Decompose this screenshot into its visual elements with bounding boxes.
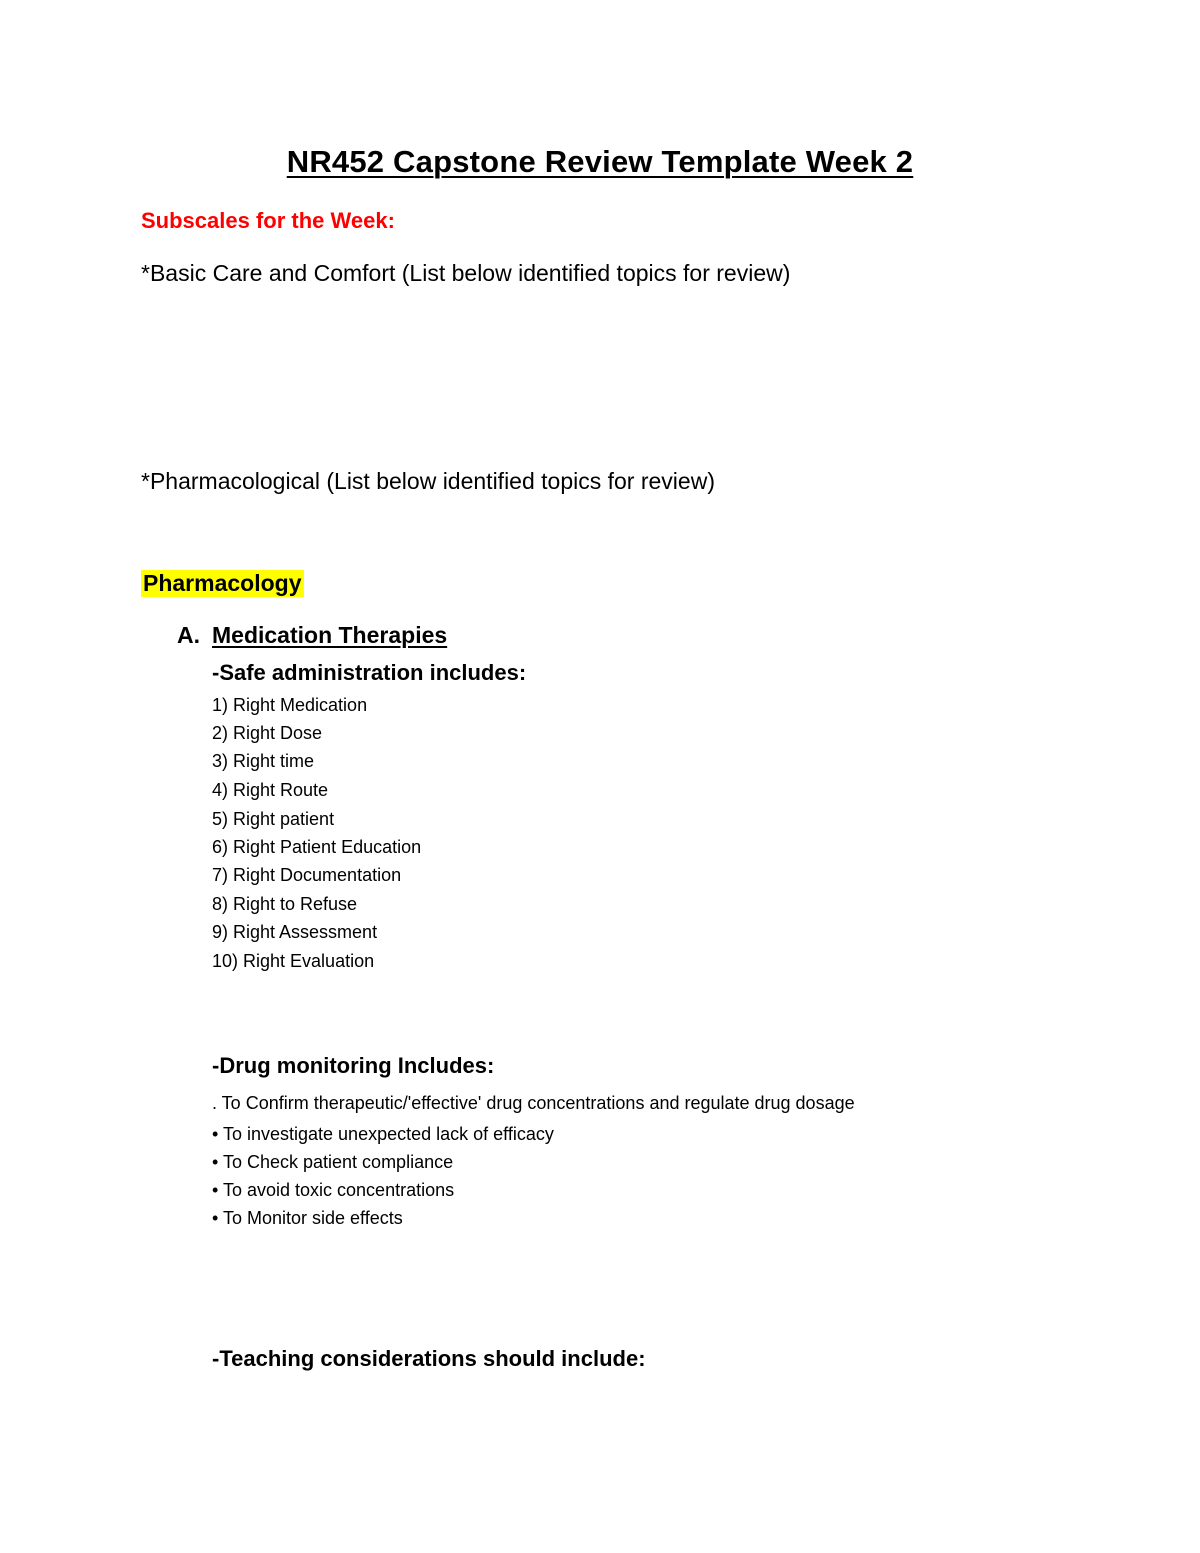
- section-a-title: Medication Therapies: [212, 622, 448, 648]
- list-item: 9) Right Assessment: [212, 922, 378, 942]
- pharmacological-line: *Pharmacological (List below identified topics for review): [141, 468, 715, 494]
- list-item: . To Confirm therapeutic/'effective' drug concentrations and regulate drug dosage: [212, 1093, 855, 1113]
- list-item: 4) Right Route: [212, 780, 329, 800]
- list-item: 2) Right Dose: [212, 723, 323, 743]
- drug-monitoring-heading: -Drug monitoring Includes:: [212, 1053, 495, 1078]
- basic-care-line: *Basic Care and Comfort (List below identified topics for review): [141, 260, 791, 286]
- section-a-letter: A.: [177, 622, 200, 648]
- list-item: 7) Right Documentation: [212, 865, 402, 885]
- document-title: NR452 Capstone Review Template Week 2: [286, 144, 914, 179]
- list-item: 8) Right to Refuse: [212, 894, 358, 914]
- list-item: 10) Right Evaluation: [212, 951, 375, 971]
- list-item: 3) Right time: [212, 751, 315, 771]
- pharmacology-heading: Pharmacology: [143, 570, 302, 596]
- subscales-heading: Subscales for the Week:: [141, 208, 395, 233]
- list-item: 1) Right Medication: [212, 695, 368, 715]
- list-item: • To Monitor side effects: [212, 1208, 403, 1228]
- list-item: • To avoid toxic concentrations: [212, 1180, 455, 1200]
- list-item: 5) Right patient: [212, 809, 335, 829]
- safe-admin-heading: -Safe administration includes:: [212, 660, 527, 685]
- list-item: 6) Right Patient Education: [212, 837, 422, 857]
- teaching-heading: -Teaching considerations should include:: [212, 1346, 646, 1371]
- section-a-heading: [177, 622, 447, 649]
- list-item: • To investigate unexpected lack of efficacy: [212, 1124, 554, 1144]
- list-item: • To Check patient compliance: [212, 1152, 454, 1172]
